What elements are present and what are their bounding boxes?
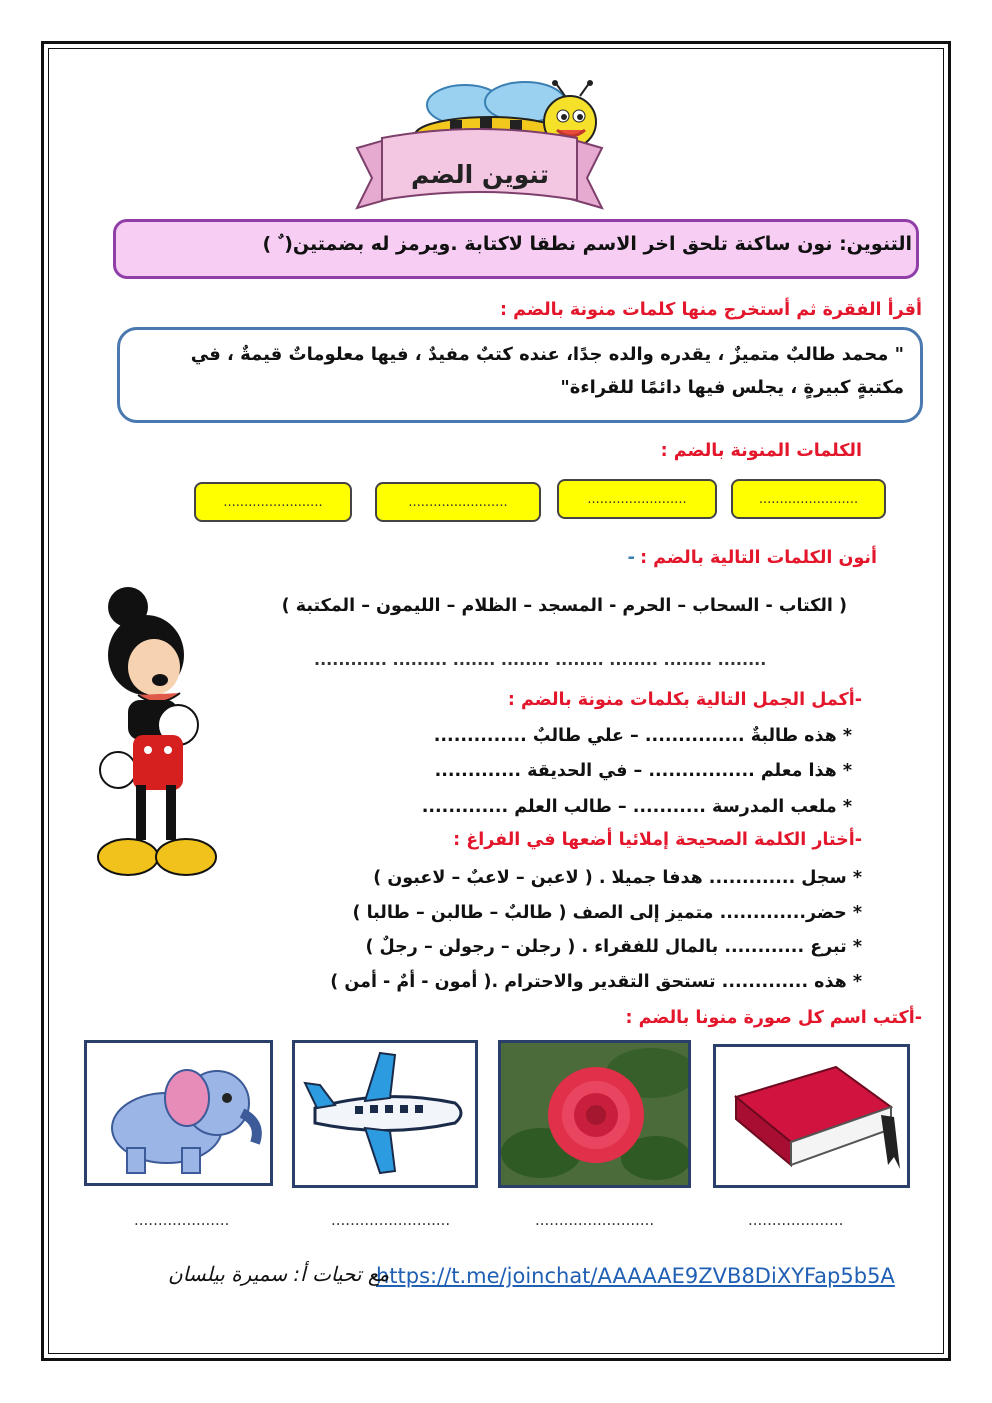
rose-icon [501, 1043, 688, 1185]
complete-line-3: * ملعب المدرسة ........... – طالب العلم ............. [421, 797, 852, 817]
answer-dots-airplane: ......................... [331, 1211, 451, 1229]
words-label: الكلمات المنونة بالضم : [660, 441, 862, 461]
words-to-tanween: ( الكتاب - السحاب – الحرم - المسجد – الظلام – الليمون – المكتبة ) [281, 596, 847, 616]
paragraph-box [117, 327, 923, 423]
complete-line-1: * هذه طالبةٌ ............... – علي طالبٌ .............. [433, 726, 852, 746]
book-icon [716, 1047, 907, 1185]
choice-line-2: * حضر............. متميز إلى الصف ( طالبٌ – طالبن – طالبا ) [352, 903, 862, 923]
choice-line-1: * سجل ............. هدفا جميلا . ( لاعبن – لاعبٌ – لاعبون ) [373, 868, 862, 888]
author-signature: مع تحيات أ: سميرة بيلسان [168, 1262, 390, 1286]
choice-line-4: * هذه ............. تستحق التقدير والاحترام .( أمون - أمٌ - أمن ) [330, 972, 862, 992]
page-title: تنوين الضم [410, 160, 550, 189]
paragraph-line-1: " محمد طالبٌ متميزٌ ، يقدره والده جدًا، عنده كتبٌ مفيدٌ ، فيها معلوماتٌ قيمةٌ ، في [190, 344, 904, 365]
section2-heading-row [628, 547, 878, 568]
answer-dots-book: .................... [748, 1211, 844, 1229]
section1-heading: أقرأ الفقرة ثم أستخرج منها كلمات منونة بالضم : [500, 300, 922, 320]
mickey-illustration [88, 585, 218, 885]
section3-heading: -أكمل الجمل التالية بكلمات منونة بالضم : [507, 690, 862, 710]
rose-picture [498, 1040, 691, 1188]
telegram-link[interactable]: https://t.me/joinchat/AAAAAE9ZVB8DiXYFap5b5A [376, 1264, 895, 1288]
section5-heading: -أكتب اسم كل صورة منونا بالضم : [625, 1008, 922, 1028]
book-picture [713, 1044, 910, 1188]
choice-line-3: * تبرع ............ بالمال للفقراء . ( رجلن – رجولن – رجلٌ ) [365, 937, 862, 957]
airplane-picture [292, 1040, 478, 1188]
answer-dots-rose: ......................... [535, 1211, 655, 1229]
complete-line-2: * هذا معلم ................ – في الحديقة ............. [434, 761, 852, 781]
section4-heading: -أختار الكلمة الصحيحة إملائيا أضعها في الفراغ : [453, 830, 862, 850]
section2-heading: أنون الكلمات التالية بالضم : [640, 548, 877, 568]
definition-text: التنوين: نون ساكنة تلحق اخر الاسم نطقا لاكتابة .ويرمز له بضمتين( ٌ ) [262, 233, 912, 255]
answer-box-1[interactable]: ........................ [731, 479, 886, 519]
answer-box-3[interactable]: ........................ [375, 482, 541, 522]
answer-dots-elephant: .................... [134, 1211, 230, 1229]
section2-dash: - [627, 547, 635, 568]
section2-answer-dots: ............ ......... ....... ........ ........ ........ ........ ........ [314, 650, 767, 669]
airplane-icon [295, 1043, 475, 1185]
answer-box-2[interactable]: ........................ [557, 479, 717, 519]
elephant-icon [87, 1043, 270, 1183]
elephant-picture [84, 1040, 273, 1186]
answer-box-4[interactable]: ........................ [194, 482, 352, 522]
paragraph-line-2: مكتبةٍ كبيرةٍ ، يجلس فيها دائمًا للقراءة" [560, 377, 904, 398]
